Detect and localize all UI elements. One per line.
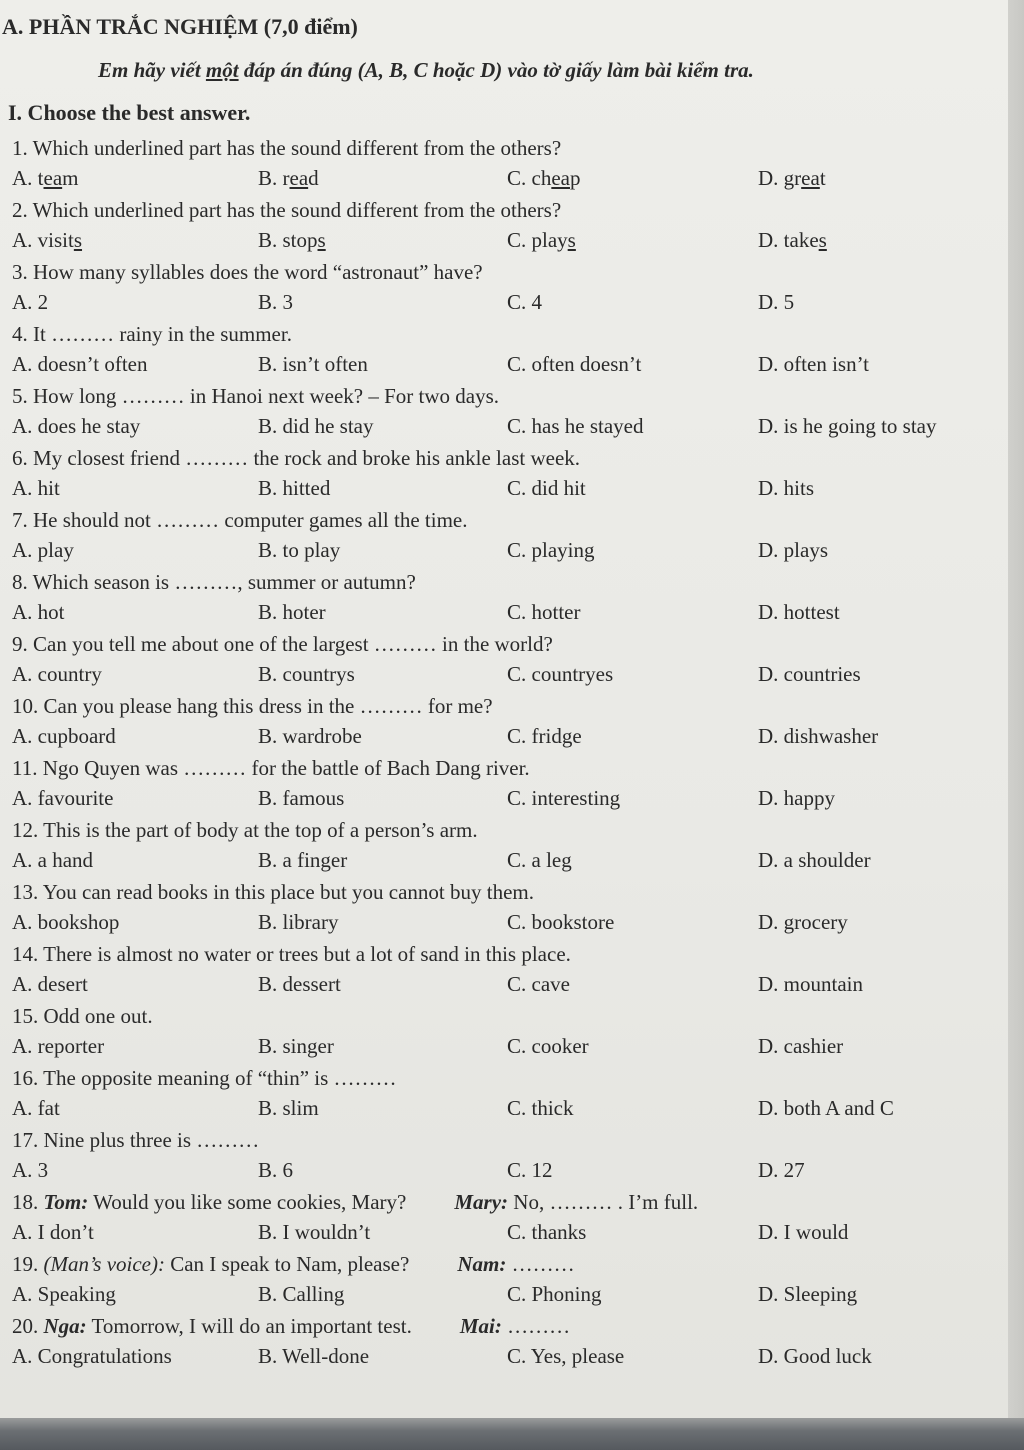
underlined-part: ea [289,166,309,190]
option-text: D. gr [758,166,802,190]
option-a[interactable] [12,910,119,935]
option-a[interactable] [12,1158,48,1183]
option-text: B. library [258,910,339,934]
option-text: D. hottest [758,600,840,624]
option-text: A. 2 [12,290,49,314]
option-text: A. hit [12,476,60,500]
option-c[interactable] [507,1096,574,1121]
option-text: D. mountain [758,972,863,996]
option-b[interactable] [258,414,374,439]
answer-options [0,662,1008,692]
reply-line: No, ……… . I’m full. [508,1190,699,1214]
option-text: A. fat [12,1096,60,1120]
answer-options [0,786,1008,816]
option-b[interactable] [258,476,330,501]
option-a[interactable] [12,972,88,997]
option-text: D. grocery [758,910,848,934]
option-text: A. desert [12,972,88,996]
option-text: C. countryes [507,662,614,686]
question-text: 6. My closest friend ……… the rock and broke his ankle last week. [12,446,581,470]
reply-speaker: Mary: [454,1190,509,1214]
option-text: D. a shoulder [758,848,871,872]
underlined-part: s [818,228,827,252]
answer-options [0,414,1008,444]
answer-options [0,1282,1008,1312]
question-text: 10. Can you please hang this dress in the ……… for me? [12,694,493,718]
option-text: D. is he going to stay [758,414,937,438]
option-text: C. did hit [507,476,586,500]
reply-speaker: Nam: [457,1252,507,1276]
option-b[interactable] [258,848,347,873]
option-c[interactable] [507,972,570,997]
answer-options [0,476,1008,506]
option-a[interactable] [12,1220,94,1245]
dialogue-line: Would you like some cookies, Mary? [88,1190,407,1214]
option-b[interactable] [258,972,341,997]
reply-line: ……… [506,1252,575,1276]
option-c[interactable] [507,1220,586,1245]
option-text-end: m [62,166,79,190]
option-d[interactable] [758,228,827,253]
option-text: B. did he stay [258,414,374,438]
option-text: D. dishwasher [758,724,879,748]
option-text: C. hotter [507,600,581,624]
dialogue-number: 18. [12,1190,44,1214]
option-b[interactable] [258,228,326,253]
option-b[interactable] [258,1344,369,1369]
answer-options [0,1220,1008,1250]
reply-line: ……… [501,1314,571,1338]
question-text: 1. Which underlined part has the sound different from the others? [12,136,562,160]
page-edge [1008,0,1024,1450]
instruction-underlined: một [205,58,239,82]
option-d[interactable] [758,538,828,563]
option-a[interactable] [12,600,65,625]
option-text: D. Good luck [758,1344,872,1368]
dialogue-question [12,1314,570,1339]
option-text: A. cupboard [12,724,116,748]
option-b[interactable] [258,290,293,315]
speaker-name: Tom: [43,1190,89,1214]
question-text: 15. Odd one out. [12,1004,153,1028]
option-b[interactable] [258,1034,334,1059]
option-text: B. Calling [258,1282,345,1306]
option-text: D. hits [758,476,815,500]
option-text: D. happy [758,786,835,810]
option-text: C. ch [507,166,552,190]
option-text: D. I would [758,1220,849,1244]
answer-options [0,972,1008,1002]
answer-options [0,1096,1008,1126]
option-c[interactable] [507,724,582,749]
option-text: C. Yes, please [507,1344,625,1368]
option-text: B. Well-done [258,1344,370,1368]
option-text: C. thanks [507,1220,587,1244]
section-title: A. PHẦN TRẮC NGHIỆM (7,0 điểm) [2,14,358,39]
option-a[interactable] [12,1034,104,1059]
option-d[interactable] [758,1034,843,1059]
option-text: A. visit [12,228,74,252]
option-text: B. a finger [258,848,348,872]
option-a[interactable] [12,786,113,811]
option-text: A. play [12,538,74,562]
option-b[interactable] [258,600,326,625]
option-text: D. take [758,228,819,252]
option-text: D. 27 [758,1158,805,1182]
underlined-part: ea [801,166,820,190]
option-text-end: p [569,166,581,190]
option-a[interactable] [12,538,74,563]
option-d[interactable] [758,724,878,749]
option-d[interactable] [758,476,814,501]
option-text-end: t [819,166,826,190]
option-d[interactable] [758,848,871,873]
option-text: B. famous [258,786,345,810]
option-c[interactable] [507,910,614,935]
dialogue-number: 20. [12,1314,44,1338]
option-c[interactable] [507,1158,553,1183]
option-text: B. 3 [258,290,294,314]
option-text: C. playing [507,538,595,562]
option-d[interactable] [758,972,863,997]
option-d[interactable] [758,786,835,811]
option-c[interactable] [507,414,643,439]
option-c[interactable] [507,662,613,687]
option-text: D. Sleeping [758,1282,858,1306]
question-text: 14. There is almost no water or trees but a lot of sand in this place. [12,942,571,966]
answer-options [0,1158,1008,1188]
option-a[interactable] [12,662,102,687]
option-d[interactable] [758,1158,805,1183]
question-text: 2. Which underlined part has the sound different from the others? [12,198,562,222]
option-c[interactable] [507,1344,624,1369]
option-a[interactable] [12,414,140,439]
speaker-name: (Man’s voice): [43,1252,165,1276]
option-d[interactable] [758,290,794,315]
option-text: A. favourite [12,786,114,810]
option-text: B. countrys [258,662,355,686]
option-text: D. both A and C [758,1096,894,1120]
option-b[interactable] [258,1158,293,1183]
underlined-part: ea [43,166,63,190]
option-text: B. slim [258,1096,319,1120]
option-b[interactable] [258,910,338,935]
dialogue-line: Can I speak to Nam, please? [164,1252,410,1276]
option-c[interactable] [507,290,542,315]
question-text: 9. Can you tell me about one of the largest ……… in the world? [12,632,553,656]
option-text: C. bookstore [507,910,615,934]
option-text: B. hitted [258,476,331,500]
option-text: C. 4 [507,290,543,314]
option-text: C. often doesn’t [507,352,642,376]
option-d[interactable] [758,662,861,687]
option-b[interactable] [258,166,319,191]
answer-options [0,1034,1008,1064]
option-text: B. I wouldn’t [258,1220,371,1244]
answer-options [0,1344,1008,1374]
option-d[interactable] [758,414,937,439]
desk-background [0,1418,1024,1450]
option-c[interactable] [507,1034,589,1059]
option-a[interactable] [12,1096,60,1121]
option-c[interactable] [507,166,580,191]
option-c[interactable] [507,848,572,873]
option-text: B. wardrobe [258,724,362,748]
option-d[interactable] [758,1344,872,1369]
answer-options [0,724,1008,754]
option-text: A. 3 [12,1158,49,1182]
option-b[interactable] [258,1282,344,1307]
question-text: 5. How long ……… in Hanoi next week? – For two days. [12,384,500,408]
option-a[interactable] [12,848,93,873]
option-text: D. cashier [758,1034,844,1058]
option-b[interactable] [258,538,340,563]
option-c[interactable] [507,352,641,377]
question-text: 3. How many syllables does the word “astronaut” have? [12,260,483,284]
dialogue-line: Tomorrow, I will do an important test. [86,1314,412,1338]
underlined-part: ea [551,166,570,190]
dialogue-number: 19. [12,1252,44,1276]
option-text: B. isn’t often [258,352,368,376]
answer-options [0,848,1008,878]
question-text: 8. Which season is ………, summer or autumn? [12,570,416,594]
option-text: C. thick [507,1096,574,1120]
option-text: A. country [12,662,102,686]
option-b[interactable] [258,352,368,377]
option-text: C. Phoning [507,1282,602,1306]
option-text: C. 12 [507,1158,553,1182]
answer-options [0,910,1008,940]
option-text: A. t [12,166,44,190]
option-text: D. often isn’t [758,352,870,376]
question-text: 7. He should not ……… computer games all the time. [12,508,468,532]
option-c[interactable] [507,228,576,253]
option-d[interactable] [758,1096,894,1121]
option-text: C. cave [507,972,570,996]
option-b[interactable] [258,1220,370,1245]
option-c[interactable] [507,476,586,501]
underlined-part: s [317,228,326,252]
option-text: B. 6 [258,1158,294,1182]
option-text: B. stop [258,228,318,252]
option-text: A. does he stay [12,414,141,438]
option-text: D. plays [758,538,828,562]
question-text: 12. This is the part of body at the top of a person’s arm. [12,818,478,842]
option-d[interactable] [758,910,848,935]
answer-options [0,166,1008,196]
option-text: A. doesn’t often [12,352,148,376]
underlined-part: s [73,228,83,252]
option-text: C. fridge [507,724,582,748]
option-d[interactable] [758,1220,848,1245]
option-text: A. bookshop [12,910,120,934]
option-a[interactable] [12,290,48,315]
option-c[interactable] [507,1282,602,1307]
option-a[interactable] [12,476,60,501]
answer-options [0,538,1008,568]
option-text: B. r [258,166,290,190]
option-text: B. dessert [258,972,341,996]
answer-options [0,228,1008,258]
instruction-part-1: Em hãy viết [98,58,206,82]
option-d[interactable] [758,166,826,191]
option-b[interactable] [258,786,344,811]
option-a[interactable] [12,1282,116,1307]
option-text: C. cooker [507,1034,589,1058]
question-text: 17. Nine plus three is ……… [12,1128,260,1152]
question-text: 11. Ngo Quyen was ……… for the battle of Bach Dang river. [12,756,530,780]
option-text: A. reporter [12,1034,105,1058]
answer-options [0,290,1008,320]
option-text-end: d [308,166,319,190]
option-d[interactable] [758,352,869,377]
option-a[interactable] [12,724,116,749]
question-text: 16. The opposite meaning of “thin” is ……… [12,1066,397,1090]
dialogue-question [12,1190,698,1215]
option-a[interactable] [12,1344,172,1369]
option-a[interactable] [12,166,79,191]
instruction [98,58,754,83]
option-text: A. I don’t [12,1220,94,1244]
option-text: A. Speaking [12,1282,116,1306]
option-d[interactable] [758,1282,857,1307]
option-text: C. play [507,228,568,252]
option-text: D. 5 [758,290,795,314]
option-b[interactable] [258,1096,319,1121]
part-title: I. Choose the best answer. [8,100,251,125]
speaker-name: Nga: [43,1314,87,1338]
option-c[interactable] [507,786,620,811]
option-text: C. has he stayed [507,414,644,438]
dialogue-question [12,1252,575,1277]
option-c[interactable] [507,600,581,625]
underlined-part: s [567,228,576,252]
option-text: A. hot [12,600,65,624]
answer-options [0,352,1008,382]
question-text: 4. It ……… rainy in the summer. [12,322,292,346]
option-text: B. to play [258,538,341,562]
option-b[interactable] [258,724,362,749]
option-text: C. a leg [507,848,572,872]
option-c[interactable] [507,538,595,563]
option-text: B. hoter [258,600,326,624]
option-text: D. countries [758,662,861,686]
option-a[interactable] [12,352,148,377]
option-text: B. singer [258,1034,334,1058]
option-d[interactable] [758,600,840,625]
option-b[interactable] [258,662,355,687]
option-a[interactable] [12,228,82,253]
option-text: A. Congratulations [12,1344,172,1368]
instruction-part-2: đáp án đúng (A, B, C hoặc D) vào tờ giấy làm bài kiểm tra. [238,58,754,82]
option-text: A. a hand [12,848,94,872]
answer-options [0,600,1008,630]
option-text: C. interesting [507,786,621,810]
reply-speaker: Mai: [459,1314,502,1338]
question-text: 13. You can read books in this place but you cannot buy them. [12,880,535,904]
